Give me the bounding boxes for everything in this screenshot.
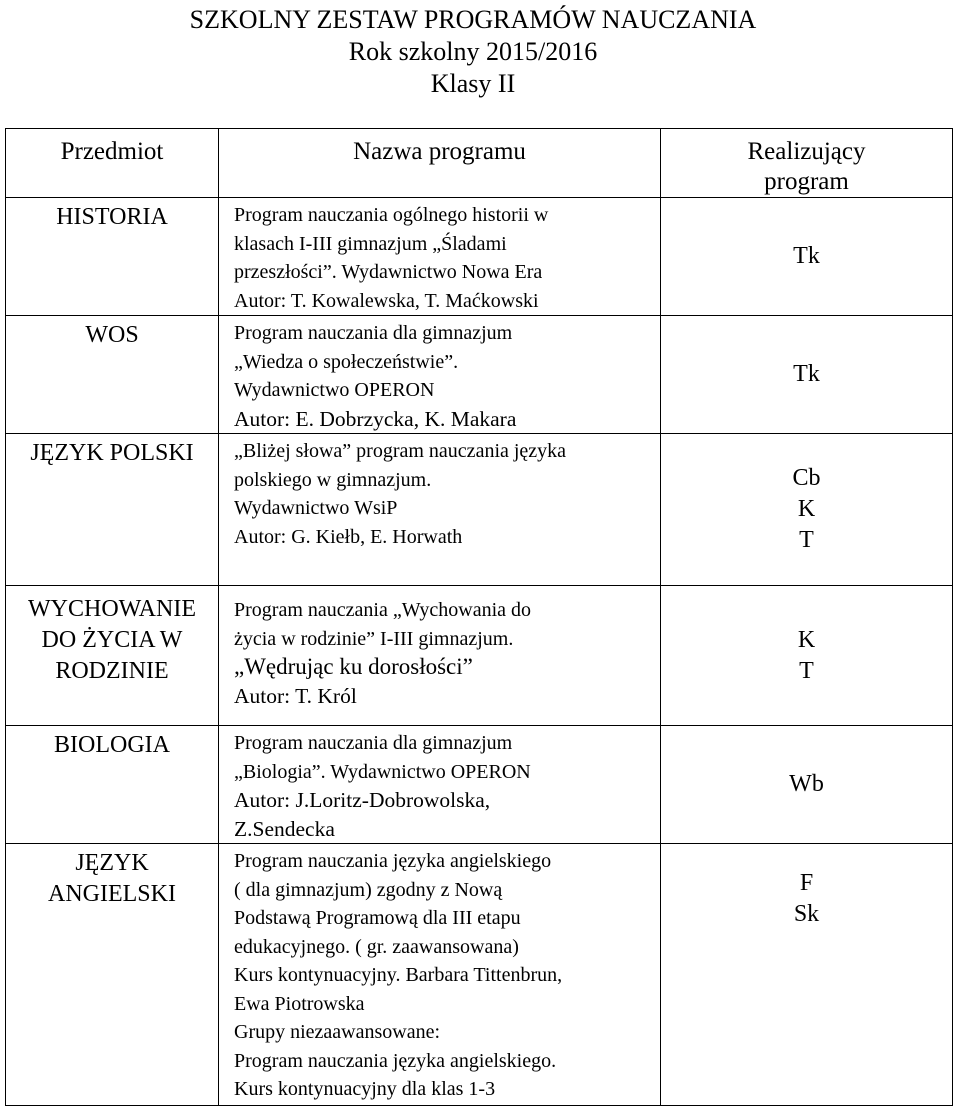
teacher-cell: F Sk bbox=[661, 844, 953, 1106]
program-cell: „Bliżej słowa” program nauczania języka polskiego w gimnazjum. Wydawnictwo WsiP Autor: G. Kiełb, E. Horwath bbox=[219, 434, 661, 586]
program-cell: Program nauczania ogólnego historii w klasach I-III gimnazjum „Śladami przeszłości”. Wydawnictwo Nowa Era Autor: T. Kowalewska, T. Maćkowski bbox=[219, 198, 661, 316]
subject-cell: WYCHOWANIE DO ŻYCIA W RODZINIE bbox=[6, 586, 219, 726]
table-row bbox=[6, 316, 953, 434]
column-header-program: Nazwa programu bbox=[219, 129, 661, 198]
subject-cell: JĘZYK POLSKI bbox=[6, 434, 219, 586]
teacher-cell: Tk bbox=[661, 316, 953, 434]
program-table bbox=[5, 128, 953, 1106]
subject-cell: JĘZYK ANGIELSKI bbox=[6, 844, 219, 1106]
subject-cell: WOS bbox=[6, 316, 219, 434]
subject-cell: BIOLOGIA bbox=[6, 726, 219, 844]
teacher-cell: Wb bbox=[661, 726, 953, 844]
table-row bbox=[6, 434, 953, 586]
teacher-cell: Tk bbox=[661, 198, 953, 316]
program-cell: Program nauczania dla gimnazjum „Wiedza o społeczeństwie”. Wydawnictwo OPERON Autor: E. Dobrzycka, K. Makara bbox=[219, 316, 661, 434]
column-header-teacher: Realizujący program bbox=[661, 129, 953, 198]
teacher-cell: Cb K T bbox=[661, 434, 953, 586]
table-row bbox=[6, 726, 953, 844]
teacher-cell: K T bbox=[661, 586, 953, 726]
school-year: Rok szkolny 2015/2016 bbox=[348, 37, 598, 66]
class-level: Klasy II bbox=[430, 69, 516, 98]
program-cell: Program nauczania dla gimnazjum „Biologia”. Wydawnictwo OPERON Autor: J.Loritz-Dobrowolska, Z.Sendecka bbox=[219, 726, 661, 844]
document-header bbox=[0, 4, 946, 100]
column-header-subject: Przedmiot bbox=[6, 129, 219, 198]
document-title: SZKOLNY ZESTAW PROGRAMÓW NAUCZANIA bbox=[189, 5, 757, 34]
program-cell: Program nauczania języka angielskiego ( dla gimnazjum) zgodny z Nową Podstawą Programową dla III etapu edukacyjnego. ( gr. zaawansowana) Kurs kontynuacyjny. Barbara Tittenbrun, Ewa Piotrowska Grupy niezaawansowane: Program nauczania języka angielskiego. Kurs kontynuacyjny dla klas 1-3 bbox=[219, 844, 661, 1106]
program-cell: Program nauczania „Wychowania do życia w rodzinie” I-III gimnazjum. „Wędrując ku dorosłości” Autor: T. Król bbox=[219, 586, 661, 726]
table-header-row bbox=[6, 129, 953, 198]
subject-cell: HISTORIA bbox=[6, 198, 219, 316]
table-row bbox=[6, 586, 953, 726]
table-row bbox=[6, 198, 953, 316]
table-row bbox=[6, 844, 953, 1106]
